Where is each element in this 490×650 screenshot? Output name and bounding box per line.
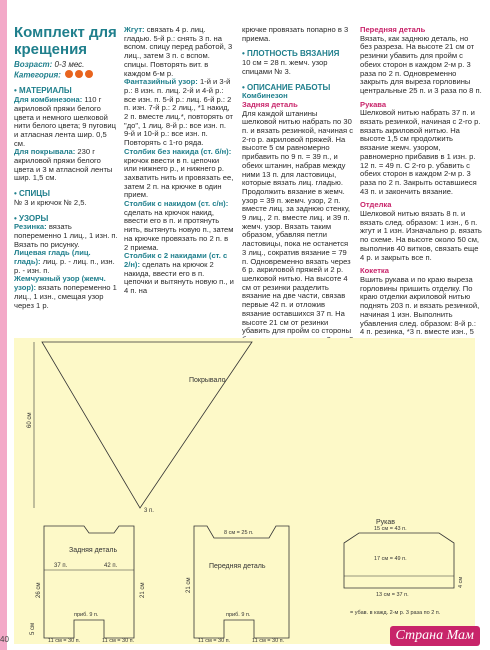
back-prib: приб. 9 п.: [74, 612, 99, 618]
gauge-heading: • ПЛОТНОСТЬ ВЯЗАНИЯ: [242, 50, 354, 59]
back-5cm: 5 см: [30, 622, 36, 635]
age-line: [14, 61, 118, 70]
blanket-label: Покрывало: [189, 377, 226, 384]
yoke-heading: Кокетка: [360, 266, 389, 276]
tr-stitch: [124, 252, 234, 296]
column-1: [14, 24, 118, 310]
difficulty-dot-icon: [75, 70, 83, 78]
back-label: Задняя деталь: [69, 547, 118, 554]
difficulty-dot-icon: [85, 70, 93, 78]
rib-text: вязать попеременно 1 лиц., 1 изн. п. Вязать по рисунку.: [14, 222, 118, 249]
difficulty-dot-icon: [65, 70, 73, 78]
materials-overall: [14, 96, 118, 148]
tr-text: сделать на крючок 2 накида, ввести его в п. цепочки и вытянуть новую п., и 4 п. на: [124, 259, 234, 296]
dc-text: сделать на крючок накид, ввести его в п. и протянуть нить, вытянуть новую п., затем на крючке провязать по 2 п. в 2 приема.: [124, 207, 234, 252]
pearl-text: вязать попеременно 1 лиц., 1 изн., смещая узор через 1 р.: [14, 283, 117, 310]
sleeve-top-label: 15 см = 43 п.: [374, 526, 407, 532]
column-2: [124, 26, 234, 296]
stock-label: Лицевая гладь (лиц. гладь):: [14, 248, 91, 267]
difficulty-rating: [63, 70, 93, 81]
needles-text: № 3 и крючок № 2,5.: [14, 197, 87, 207]
tr-label: Столбик с 2 накидами (ст. с 2/н):: [124, 251, 228, 269]
materials-overall-label: Для комбинезона:: [14, 95, 83, 105]
yoke-text: Вшить рукава и по краю выреза горловины пришить отделку. По краю отделки акриловой нитью поднять 203 п. и вязать резинкой, начиная 1 изн. Выполнить убавления след. образом: 8-й р.: 4 п. резинка, *3 п. вместе изн., 5: [360, 274, 480, 337]
front-shape: [194, 526, 289, 638]
col3-continuation: крючке провязать попарно в 3 приема.: [242, 25, 349, 43]
sleeve-bottom-label: 13 см = 37 п.: [376, 592, 409, 598]
patterns-heading: • УЗОРЫ: [14, 215, 118, 224]
back-shape: [44, 526, 134, 638]
back-bottom-left: 11 см = 30 п.: [48, 638, 81, 644]
legend-text: = убав. в кажд. 2-м р. 3 раза по 2 п.: [350, 610, 441, 616]
sleeve-diagram: [344, 519, 464, 616]
watermark-logo: Страна Мам: [390, 626, 481, 646]
materials-heading: • МАТЕРИАЛЫ: [14, 87, 118, 96]
cable-pattern: [124, 26, 234, 78]
front-piece-diagram: [186, 526, 289, 644]
front-top-label: 8 см = 25 п.: [224, 530, 254, 536]
back-bottom-right: 11 см = 30 п.: [102, 638, 135, 644]
front-bottom-right: 11 см = 30 п.: [252, 638, 285, 644]
page-title: Комплект для крещения: [14, 24, 117, 58]
back-heading: Задняя деталь: [242, 99, 298, 109]
sleeve-text: Шелковой нитью набрать 37 п. и вязать резинкой, начиная с 2-го р. вязать акриловой нитью. На высоте 1,5 см продолжить вязание жемч. узором, равномерно прибавив в 1 изн. р. 12 п. = 49 п. С 2-го р. убавить с обеих сторон в каждом 2-м р. 3 раза по 2 п. Закрыть оставшиеся 43 п. и закончить вязание.: [360, 108, 481, 196]
needles-heading: • СПИЦЫ: [14, 190, 118, 199]
rib-label: Резинка:: [14, 222, 47, 232]
front-prib: приб. 9 п.: [226, 612, 251, 618]
sc-label: Столбик без накида (ст. б/н):: [124, 146, 232, 156]
age-label: Возраст:: [14, 60, 53, 69]
sleeve-heading: Рукава: [360, 99, 387, 109]
front-bottom-left: 11 см = 30 п.: [198, 638, 231, 644]
back-side-label: 26 см: [36, 582, 42, 598]
stock-text: лиц. р. - лиц. п., изн. р. - изн. п.: [14, 257, 115, 275]
back-21-label: 21 см: [140, 582, 146, 598]
fancy-label: Фантазийный узор:: [124, 77, 198, 87]
materials-blanket: [14, 148, 118, 183]
column-4: [360, 26, 482, 372]
sc-stitch: [124, 148, 234, 200]
fancy-pattern: [124, 78, 234, 148]
cable-label: Жгут:: [124, 25, 145, 34]
materials-blanket-text: 230 г акриловой пряжи белого цвета и 3 м атласной ленты шир. 1,5 см.: [14, 147, 113, 183]
trim-text: Шелковой нитью вязать 8 п. и вязать след. образом: 1 изн., 6 п. жгут и 1 изн. Изначально р. вязать по схеме. На высоте около 50 см, выполнив 40 витков, связать еще 4 р. и закрыть все п.: [360, 209, 482, 262]
rib-pattern: [14, 223, 118, 249]
blanket-shape: [42, 342, 252, 508]
front-label: Передняя деталь: [209, 563, 266, 570]
back-text: Для каждой штанины шелковой нитью набрать по 30 п. и вязать резинкой, начиная с 2-го р. акриловой пряжей. На высоте 5 см равномерно прибавить по 9 п. = 39 п., и обеих штанин, набрав между ними 13 п. для ластовицы, которые вязать лиц. гладью. Продолжить вязание в жемч. узор = 39 п. жемч. узор, 2 п. вместе лиц. за заднюю стенку, 9 лиц., 2 п. вместе лиц. и 39 п. жемч. узор. Вязать таким образом, убавляя петли ластовицы, пока не останется 3 лиц., сократив вязание = 79 п. Одновременно вязать через 6 р. акриловой пряжей и 2 р. шелковой нитью. На высоте 4 см от резинки разделить вязание на две части, связав первые 42 п. и отложив вязание оставшихся 37 п. На высоте 21 см от резинки убавить для пройм со стороны: [242, 108, 353, 336]
pearl-pattern: [14, 275, 118, 310]
fancy-text: 1-й и 3-й р.: 8 изн. п. лиц. 2-й и 4-й р.: все изн. п. 5-й р.: лиц. 6-й р.: 2 п. изн. 7-й р.: 2 лиц., *1 накид, 2 п. вместе лиц.*, повторять от "до", 1 лиц. 8-й р.: все изн. п. 9-й и 10-й р.: все изн. п. Повторять с 1-го ряда.: [124, 77, 234, 148]
back-piece-diagram: [30, 526, 146, 644]
blanket-tip-label: 3 п.: [144, 508, 154, 514]
sleeve-mid-label: 17 см = 49 п.: [374, 556, 407, 562]
blanket-side-label: 60 см: [27, 412, 33, 428]
back-mid-left: 37 п.: [54, 563, 68, 569]
cable-text: связать 4 р. лиц. гладью. 5-й р.: снять 3 п. на вспом. спицу перед работой, 3 лиц., затем 3 п. с вспом. спицы. Повторять вит. в каждом 6-м р.: [124, 25, 233, 78]
front-heading: Передняя деталь: [360, 25, 426, 34]
dc-stitch: [124, 200, 234, 252]
sleeve-side-label: 4 см: [458, 576, 464, 588]
back-mid-right: 42 п.: [104, 563, 118, 569]
materials-blanket-label: Для покрывала:: [14, 147, 76, 157]
dc-label: Столбик с накидом (ст. с/н):: [124, 199, 229, 209]
sleeve-label: Рукав: [376, 519, 395, 526]
category-line: [14, 70, 118, 81]
materials-overall-text: 110 г акриловой пряжи белого цвета и немного шелковой нити белого цвета; 9 пуговиц и атласная лента шир. 0,5 см.: [14, 95, 116, 148]
category-label: Категория:: [14, 70, 61, 80]
pearl-label: Жемчужный узор (жемч. узор):: [14, 274, 106, 293]
age-value: 0-3 мес.: [54, 60, 85, 69]
stock-pattern: [14, 249, 118, 275]
gauge-text: 10 см = 28 п. жемч. узор спицами № 3.: [242, 58, 328, 76]
front-side-label: 21 см: [186, 577, 192, 593]
schematics-svg: [14, 338, 475, 644]
blanket-diagram: [27, 342, 252, 514]
overall-heading: Комбинезон: [242, 91, 288, 101]
description-heading: • ОПИСАНИЕ РАБОТЫ: [242, 84, 354, 93]
front-text: Вязать, как заднюю деталь, но без разреза. На высоте 21 см от резинки убавить для пройм с обеих сторон в каждом 2-м р. 3 раза по 2 п. Одновременно закрыть для выреза горловины центральные 25 п. и 3 раза по 8 п.: [360, 33, 482, 95]
page-edge-strip: [0, 0, 7, 650]
page-number: 40: [0, 635, 9, 644]
trim-heading: Отделка: [360, 200, 392, 210]
sc-text: крючок ввести в п. цепочки или нижнего р., и нижнего р. захватить нить и провязать ее, затем 2 п. на крючке в один прием.: [124, 155, 234, 200]
